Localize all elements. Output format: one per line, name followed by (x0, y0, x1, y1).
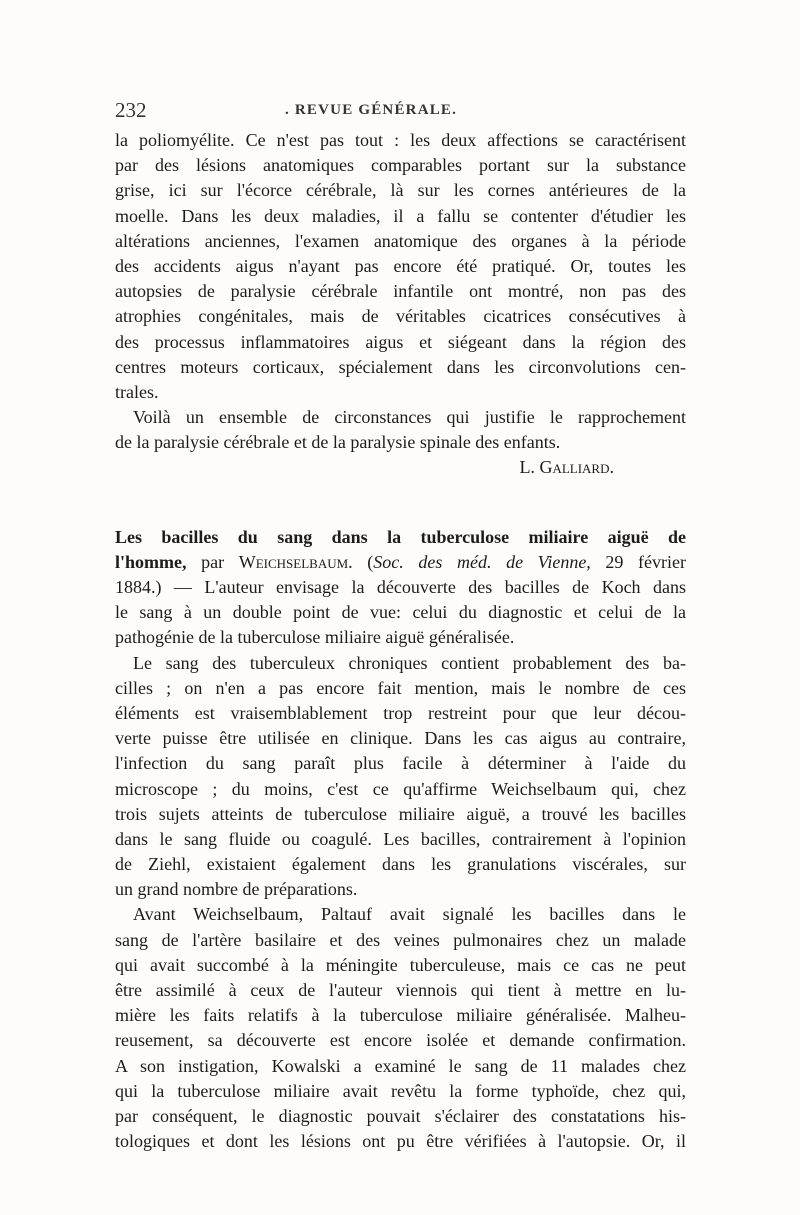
text-line: être assimilé à ceux de l'auteur viennois qui tient à mettre en lu- (115, 980, 686, 1000)
text-line: microscope ; du moins, c'est ce qu'affirme Weichselbaum qui, chez (115, 778, 686, 799)
text-line: éléments est vraisemblablement trop restreint pour que leur décou- (115, 702, 686, 723)
page-number: 232 (115, 98, 147, 122)
text-line: Avant Weichselbaum, Paltauf avait signalé les bacilles dans le (133, 904, 686, 925)
text-line: l'infection du sang paraît plus facile à déterminer à l'aide du (115, 753, 686, 774)
text-line: des processus inflammatoires aigus et siégeant dans la région des (115, 331, 686, 352)
text-line: de Ziehl, existaient également dans les granulations viscérales, sur (115, 854, 686, 875)
reference-year: 1884.) — (115, 577, 205, 597)
text-fragment: ( (352, 551, 374, 572)
text-line: atrophies congénitales, mais de véritables cicatrices consécutives à (115, 306, 686, 327)
text-line: centres moteurs corticaux, spécialement dans les circonvolutions cen- (115, 356, 686, 377)
text-line: trales. (115, 381, 159, 402)
article-title: Les bacilles du sang dans la tuberculose miliaire aiguë de (115, 526, 686, 547)
text-line: par des lésions anatomiques comparables portant sur la substance (115, 155, 686, 176)
text-fragment: L'auteur envisage la découverte des bacilles de Koch dans (204, 577, 686, 597)
text-line: qui avait succombé à la méningite tuberculeuse, mais ce cas ne peut (115, 954, 686, 975)
text-line: tologiques et dont les lésions ont pu être vérifiées à l'autopsie. Or, il (115, 1131, 686, 1152)
article-title-line (115, 550, 686, 575)
text-line: la poliomyélite. Ce n'est pas tout : les deux affections se caractérisent (115, 130, 686, 150)
text-line: un grand nombre de préparations. (115, 879, 358, 900)
text-line: mière les faits relatifs à la tuberculose miliaire généralisée. Malheu- (115, 1005, 686, 1026)
section-gap (115, 481, 686, 525)
text-line: verte puisse être utilisée en clinique. Dans les cas aigus au contraire, (115, 728, 686, 749)
signature: L. Galliard. (519, 457, 614, 478)
text-line: qui la tuberculose miliaire avait revêtu la forme typhoïde, chez qui, (115, 1080, 686, 1101)
author-name: Weichselbaum. (238, 551, 353, 572)
text-line: sang de l'artère basilaire et des veines pulmonaires chez un malade (115, 929, 686, 950)
text-line: pathogénie de la tuberculose miliaire aiguë généralisée. (115, 627, 515, 648)
text-line: trois sujets atteints de tuberculose miliaire aiguë, a trouvé les bacilles (115, 803, 686, 824)
text-line: grise, ici sur l'écorce cérébrale, là sur les cornes antérieures de la (115, 180, 686, 201)
reference-date: 29 février (590, 551, 686, 572)
text-line: dans le sang fluide ou coagulé. Les bacilles, contrairement à l'opinion (115, 828, 686, 849)
text-line: altérations anciennes, l'examen anatomique des organes à la période (115, 230, 686, 251)
text-line: reusement, sa découverte est encore isolée et demande confirmation. (115, 1030, 686, 1051)
article-title-end: l'homme, (115, 551, 187, 572)
text-line: Le sang des tuberculeux chroniques contient probablement des ba- (133, 652, 686, 673)
article-body (115, 128, 686, 1154)
text-line: de la paralysie cérébrale et de la paralysie spinale des enfants. (115, 432, 561, 453)
page-header (115, 98, 685, 122)
reference-source: Soc. des méd. de Vienne, (373, 551, 591, 572)
running-title: . REVUE GÉNÉRALE. (285, 102, 458, 118)
text-line: moelle. Dans les deux maladies, il a fallu se contenter d'étudier les (115, 205, 686, 226)
text-line (115, 575, 686, 600)
text-line: autopsies de paralysie cérébrale infantile ont montré, non pas des (115, 281, 686, 302)
text-line: des accidents aigus n'ayant pas encore été pratiqué. Or, toutes les (115, 255, 686, 276)
text-line: par conséquent, le diagnostic pouvait s'éclairer des constatations his- (115, 1105, 686, 1126)
text-line: le sang à un double point de vue: celui du diagnostic et celui de la (115, 602, 686, 623)
article-title-line (115, 525, 686, 550)
text-line: A son instigation, Kowalski a examiné le sang de 11 malades chez (115, 1055, 686, 1076)
text-line: cilles ; on n'en a pas encore fait mention, mais le nombre de ces (115, 677, 686, 698)
text-line: Voilà un ensemble de circonstances qui justifie le rapprochement (133, 407, 686, 428)
text-fragment: par (186, 551, 239, 572)
